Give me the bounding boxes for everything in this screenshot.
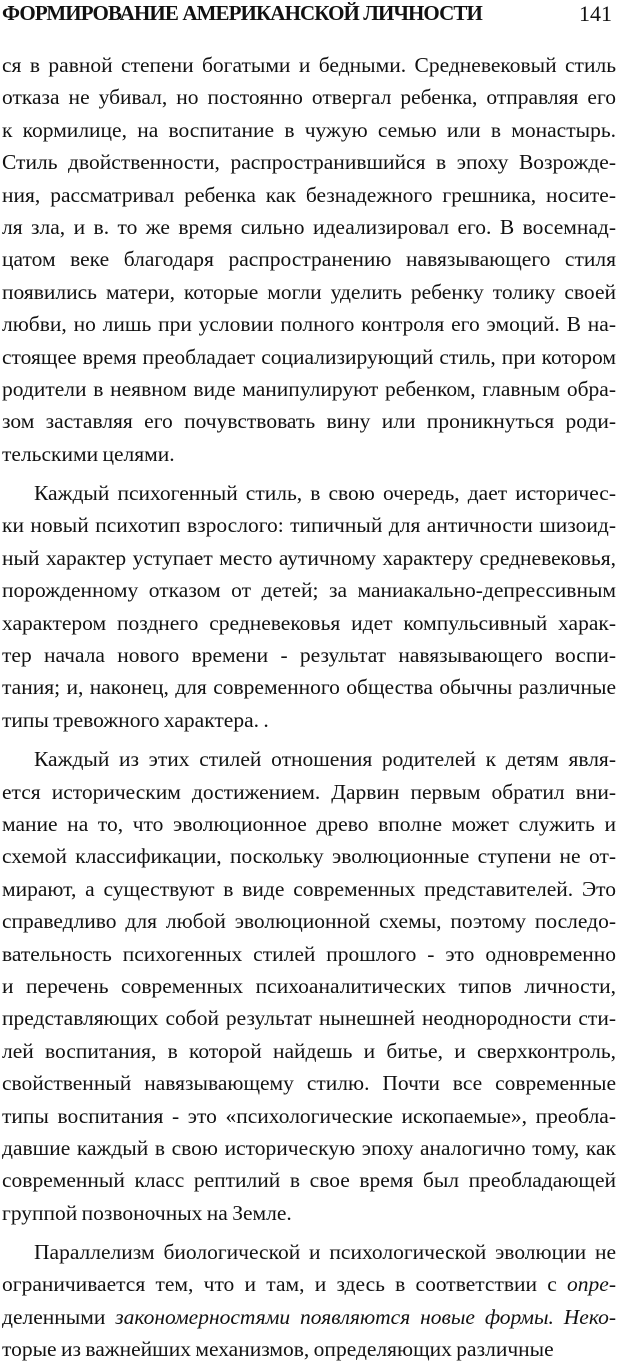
text-segment: стоящее время преобладает социализирующий стиль, при котором [2,344,616,369]
text-segment: справедливо для любой эволюционной схемы, поэтому последо- [2,909,616,934]
text-line [2,743,616,775]
text-segment: мирают, а существуют в виде современных представителей. Это [2,876,616,901]
running-title: ФОРМИРОВАНИЕ АМЕРИКАНСКОЙ ЛИЧНОСТИ [2,1,482,25]
text-segment: Каждый психогенный стиль, в свою очередь, дает историчес- [34,481,616,506]
text-segment: ния, рассматривал ребенка как безнадежного грешника, носите- [2,182,616,207]
text-segment: типы воспитания - это «психологические ископаемые», преобла- [2,1103,616,1128]
text-line [2,1035,616,1067]
text-line [2,81,616,113]
body-text [2,49,616,1366]
text-line [2,1301,616,1333]
text-line [2,49,616,81]
text-line [2,938,616,970]
text-segment: деленными [2,1304,106,1329]
text-segment: тельскими целями. [2,441,175,466]
text-line [2,509,616,541]
text-line [2,704,616,736]
text-segment: ный характер уступает место аутичному характеру средневековья, [2,545,616,570]
italic-text: опре- [567,1272,616,1297]
text-line [2,1067,616,1099]
text-segment: появились матери, которые могли уделить ребенку толику своей [2,279,616,304]
text-line [2,211,616,243]
text-line [2,1002,616,1034]
text-segment: тер начала нового времени - результат навязывающего воспи- [2,643,616,668]
text-line [2,1164,616,1196]
text-line [2,671,616,703]
paragraph-gap [2,736,616,743]
text-line [2,308,616,340]
text-line [2,1268,616,1300]
text-segment: отказа не убивал, но постоянно отвергал ребенка, отправляя его [2,85,616,110]
text-line [2,405,616,437]
text-line [2,276,616,308]
text-segment: вательность психогенных стилей прошлого - это одновременно [2,941,616,966]
text-line [2,114,616,146]
text-line [2,808,616,840]
text-segment: к кормилице, на воспитание в чужую семью или в монастырь. [2,117,616,142]
text-line [2,1236,616,1268]
text-line [2,1333,616,1365]
text-segment: ся в равной степени богатыми и бедными. Средневековый стиль [2,53,616,77]
page-header [2,0,612,30]
text-segment: цатом веке благодаря распространению навязывающего стиля [2,247,616,272]
text-line [2,1197,616,1229]
text-segment: представляющих собой результат нынешней неоднородности сти- [2,1006,616,1031]
text-segment: ля зла, и в. то же время сильно идеализировал его. В восемнад- [2,214,616,239]
text-segment: ется историческим достижением. Дарвин первым обратил вни- [2,779,616,804]
text-line [2,776,616,808]
text-segment: типы тревожного характера. . [2,707,269,732]
text-line [2,373,616,405]
text-segment: тания; и, наконец, для современного общества обычны различные [2,675,616,700]
paragraph-gap [2,1229,616,1236]
text-line [2,477,616,509]
text-line [2,243,616,275]
text-line [2,840,616,872]
text-line [2,970,616,1002]
text-line [2,607,616,639]
text-line [2,873,616,905]
text-line [2,542,616,574]
text-line [2,179,616,211]
text-segment: характером позднего средневековья идет компульсивный харак- [2,610,616,635]
text-line [2,146,616,178]
text-line [2,438,616,470]
text-segment: Каждый из этих стилей отношения родителей к детям явля- [34,747,616,772]
text-line [2,905,616,937]
text-line [2,639,616,671]
text-segment: Параллелизм биологической и психологической эволюции не [34,1240,616,1265]
page-number: 141 [579,1,612,26]
text-segment: лей воспитания, в которой найдешь и битье, и сверхконтроль, [2,1038,616,1063]
text-segment: ограничивается тем, что и там, и здесь в соответствии с [2,1272,568,1297]
text-segment: ки новый психотип взрослого: типичный для античности шизоид- [2,513,616,538]
text-line [2,574,616,606]
text-line [2,1132,616,1164]
paragraph-gap [2,470,616,477]
text-segment: порожденному отказом от детей; за маниакально-депрессивным [2,578,616,603]
text-segment: современный класс рептилий в свое время был преобладающей [2,1168,616,1193]
text-line [2,341,616,373]
text-segment: группой позвоночных на Земле. [2,1200,292,1225]
italic-text: закономерностями появляются новые формы. Неко- [105,1304,616,1329]
text-segment: Стиль двойственности, распространившийся в эпоху Возрожде- [2,150,616,175]
text-segment: родители в неявном виде манипулируют ребенком, главным обра- [2,376,616,401]
text-segment: мание на то, что эволюционное древо вполне может служить и [2,811,616,836]
text-segment: схемой классификации, поскольку эволюционные ступени не от- [2,844,616,869]
text-line [2,1100,616,1132]
text-segment: свойственный навязывающему стилю. Почти все современные [2,1071,616,1096]
text-segment: и перечень современных психоаналитических типов личности, [2,973,616,998]
text-segment: зом заставляя его почувствовать вину или проникнуться роди- [2,409,616,434]
text-segment: торые из важнейших механизмов, определяющих различные [2,1337,554,1362]
text-segment: давшие каждый в свою историческую эпоху аналогично тому, как [2,1135,616,1160]
text-segment: любви, но лишь при условии полного контроля его эмоций. В на- [2,312,616,337]
